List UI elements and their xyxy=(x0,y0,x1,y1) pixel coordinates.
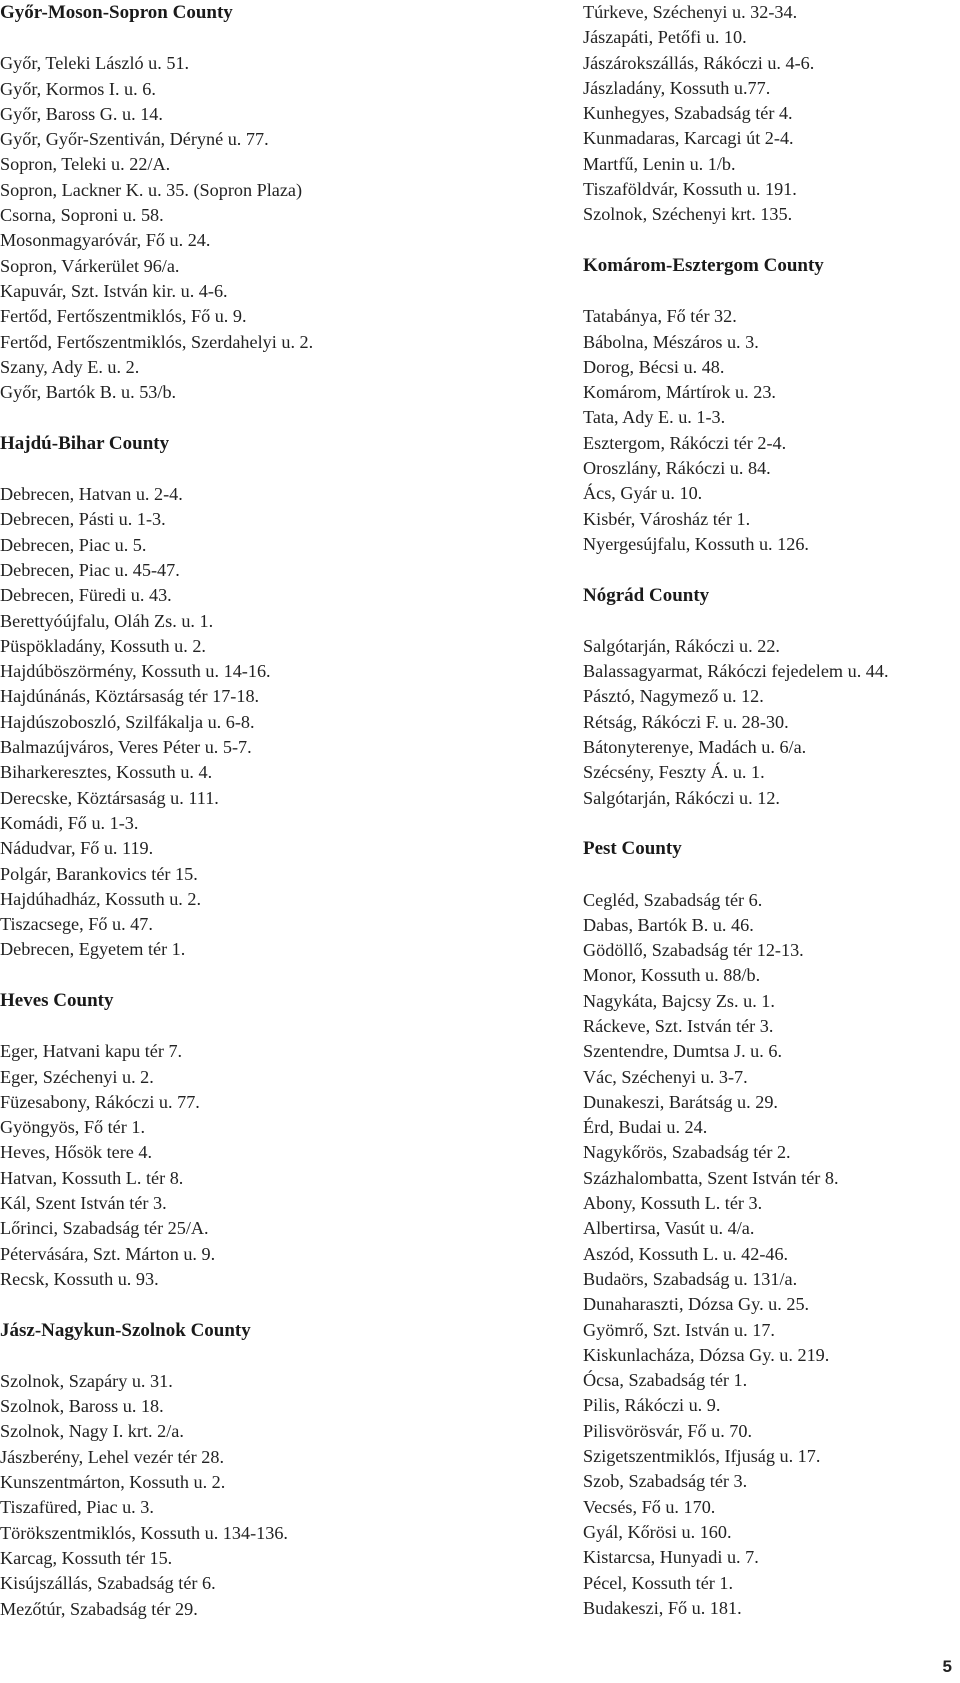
address-entry: Püspökladány, Kossuth u. 2. xyxy=(0,635,206,656)
section-heading: Nógrád County xyxy=(583,584,710,606)
address-list xyxy=(0,51,575,405)
address-entry: Budakeszi, Fő u. 181. xyxy=(583,1597,742,1618)
address-entry: Törökszentmiklós, Kossuth u. 134-136. xyxy=(0,1522,288,1543)
address-list xyxy=(0,1369,575,1622)
address-entry: Bábolna, Mészáros u. 3. xyxy=(583,331,759,352)
address-entry: Nyergesújfalu, Kossuth u. 126. xyxy=(583,533,809,554)
address-entry: Biharkeresztes, Kossuth u. 4. xyxy=(0,762,213,783)
address-entry: Szany, Ady E. u. 2. xyxy=(0,356,140,377)
address-entry: Jászberény, Lehel vezér tér 28. xyxy=(0,1446,225,1467)
address-entry: Mosonmagyaróvár, Fő u. 24. xyxy=(0,230,211,251)
address-entry: Dunaharaszti, Dózsa Gy. u. 25. xyxy=(583,1294,810,1315)
address-entry: Vecsés, Fő u. 170. xyxy=(583,1496,716,1517)
address-entry: Gyöngyös, Fő tér 1. xyxy=(0,1117,145,1138)
address-entry: Debrecen, Füredi u. 43. xyxy=(0,585,172,606)
address-entry: Jászapáti, Petőfi u. 10. xyxy=(583,27,747,48)
address-list xyxy=(0,482,575,963)
address-entry: Kiskunlacháza, Dózsa Gy. u. 219. xyxy=(583,1344,830,1365)
address-entry: Nagykőrös, Szabadság tér 2. xyxy=(583,1142,791,1163)
address-entry: Jászárokszállás, Rákóczi u. 4-6. xyxy=(583,52,815,73)
address-entry: Hajdúszoboszló, Szilfákalja u. 6-8. xyxy=(0,711,255,732)
address-entry: Derecske, Köztársaság u. 111. xyxy=(0,787,219,808)
address-entry: Gyömrő, Szt. István u. 17. xyxy=(583,1319,775,1340)
section-heading: Pest County xyxy=(583,838,682,860)
address-entry: Debrecen, Piac u. 45-47. xyxy=(0,559,180,580)
address-entry: Pásztó, Nagymező u. 12. xyxy=(583,686,764,707)
address-entry: Győr, Kormos I. u. 6. xyxy=(0,78,156,99)
address-entry: Hatvan, Kossuth L. tér 8. xyxy=(0,1167,184,1188)
section-heading: Komárom-Esztergom County xyxy=(583,254,824,276)
address-entry: Berettyóújfalu, Oláh Zs. u. 1. xyxy=(0,610,214,631)
address-entry: Balmazújváros, Veres Péter u. 5-7. xyxy=(0,737,252,758)
address-entry: Szolnok, Széchenyi krt. 135. xyxy=(583,204,793,225)
section-hajdu-bihar xyxy=(0,431,575,963)
address-entry: Eger, Széchenyi u. 2. xyxy=(0,1066,154,1087)
address-entry: Karcag, Kossuth tér 15. xyxy=(0,1547,173,1568)
address-entry: Pilis, Rákóczi u. 9. xyxy=(583,1395,721,1416)
address-entry: Kunmadaras, Karcagi út 2-4. xyxy=(583,128,794,149)
section-jasz-nagykun-szolnok xyxy=(0,1318,575,1622)
address-entry: Debrecen, Hatvan u. 2-4. xyxy=(0,484,183,505)
address-entry: Cegléd, Szabadság tér 6. xyxy=(583,889,763,910)
address-entry: Csorna, Soproni u. 58. xyxy=(0,205,164,226)
address-entry: Dabas, Bartók B. u. 46. xyxy=(583,914,754,935)
address-entry: Debrecen, Egyetem tér 1. xyxy=(0,939,186,960)
address-entry: Győr, Teleki László u. 51. xyxy=(0,53,190,74)
address-entry: Bátonyterenye, Madách u. 6/a. xyxy=(583,737,807,758)
address-entry: Sopron, Várkerület 96/a. xyxy=(0,255,180,276)
address-entry: Albertirsa, Vasút u. 4/a. xyxy=(583,1218,755,1239)
address-entry: Monor, Kossuth u. 88/b. xyxy=(583,965,761,986)
address-entry: Kisbér, Városház tér 1. xyxy=(583,508,751,529)
address-entry: Pécel, Kossuth tér 1. xyxy=(583,1572,734,1593)
address-entry: Szolnok, Baross u. 18. xyxy=(0,1396,164,1417)
address-entry: Oroszlány, Rákóczi u. 84. xyxy=(583,458,771,479)
address-entry: Pétervására, Szt. Márton u. 9. xyxy=(0,1243,216,1264)
address-entry: Tata, Ady E. u. 1-3. xyxy=(583,407,726,428)
address-entry: Jászladány, Kossuth u.77. xyxy=(583,77,771,98)
section-pest xyxy=(583,836,960,1621)
section-komarom-esztergom xyxy=(583,253,960,557)
address-list xyxy=(583,304,960,557)
address-entry: Tiszafüred, Piac u. 3. xyxy=(0,1497,154,1518)
address-entry: Gödöllő, Szabadság tér 12-13. xyxy=(583,940,804,961)
address-entry: Kunszentmárton, Kossuth u. 2. xyxy=(0,1472,226,1493)
address-entry: Lőrinci, Szabadság tér 25/A. xyxy=(0,1218,209,1239)
section-heading: Hajdú-Bihar County xyxy=(0,432,170,454)
page-number: 5 xyxy=(942,1657,952,1676)
address-entry: Rétság, Rákóczi F. u. 28-30. xyxy=(583,711,789,732)
address-entry: Kál, Szent István tér 3. xyxy=(0,1193,167,1214)
section-heading: Heves County xyxy=(0,989,114,1011)
address-entry: Szolnok, Szapáry u. 31. xyxy=(0,1370,173,1391)
address-entry: Győr, Baross G. u. 14. xyxy=(0,103,163,124)
section-heading: Győr-Moson-Sopron County xyxy=(0,2,233,23)
address-entry: Sopron, Teleki u. 22/A. xyxy=(0,154,171,175)
address-entry: Eger, Hatvani kapu tér 7. xyxy=(0,1041,183,1062)
address-entry: Dorog, Bécsi u. 48. xyxy=(583,356,725,377)
address-entry: Tiszacsege, Fő u. 47. xyxy=(0,914,153,935)
address-entry: Győr, Bartók B. u. 53/b. xyxy=(0,382,177,403)
right-column xyxy=(583,0,960,1621)
address-entry: Érd, Budai u. 24. xyxy=(583,1117,708,1138)
section-heves xyxy=(0,988,575,1292)
address-entry: Budaörs, Szabadság u. 131/a. xyxy=(583,1268,798,1289)
address-entry: Kunhegyes, Szabadság tér 4. xyxy=(583,103,793,124)
address-entry: Aszód, Kossuth L. u. 42-46. xyxy=(583,1243,789,1264)
address-list xyxy=(583,0,960,228)
address-entry: Heves, Hősök tere 4. xyxy=(0,1142,153,1163)
address-entry: Füzesabony, Rákóczi u. 77. xyxy=(0,1091,200,1112)
address-entry: Salgótarján, Rákóczi u. 22. xyxy=(583,635,780,656)
address-entry: Balassagyarmat, Rákóczi fejedelem u. 44. xyxy=(583,661,889,682)
address-entry: Nagykáta, Bajcsy Zs. u. 1. xyxy=(583,990,775,1011)
address-entry: Debrecen, Piac u. 5. xyxy=(0,534,147,555)
section-nograd xyxy=(583,583,960,811)
address-entry: Sopron, Lackner K. u. 35. (Sopron Plaza) xyxy=(0,179,303,200)
address-entry: Dunakeszi, Barátság u. 29. xyxy=(583,1091,778,1112)
address-entry: Hajdúnánás, Köztársaság tér 17-18. xyxy=(0,686,260,707)
address-entry: Recsk, Kossuth u. 93. xyxy=(0,1268,159,1289)
address-entry: Hajdúböszörmény, Kossuth u. 14-16. xyxy=(0,661,271,682)
address-entry: Gyál, Kőrösi u. 160. xyxy=(583,1521,732,1542)
address-entry: Fertőd, Fertőszentmiklós, Szerdahelyi u. 2. xyxy=(0,331,314,352)
address-entry: Ráckeve, Szt. István tér 3. xyxy=(583,1015,774,1036)
address-entry: Szigetszentmiklós, Ifjuság u. 17. xyxy=(583,1446,821,1467)
address-entry: Százhalombatta, Szent István tér 8. xyxy=(583,1167,839,1188)
address-entry: Nádudvar, Fő u. 119. xyxy=(0,838,154,859)
address-entry: Szolnok, Nagy I. krt. 2/a. xyxy=(0,1421,184,1442)
address-entry: Mezőtúr, Szabadság tér 29. xyxy=(0,1598,198,1619)
address-entry: Kapuvár, Szt. István kir. u. 4-6. xyxy=(0,280,228,301)
address-entry: Hajdúhadház, Kossuth u. 2. xyxy=(0,888,202,909)
section-gyor-moson-sopron xyxy=(0,0,575,405)
address-entry: Fertőd, Fertőszentmiklós, Fő u. 9. xyxy=(0,306,247,327)
section-jasz-continued xyxy=(583,0,960,228)
address-entry: Abony, Kossuth L. tér 3. xyxy=(583,1193,763,1214)
address-entry: Debrecen, Pásti u. 1-3. xyxy=(0,509,166,530)
address-entry: Tiszaföldvár, Kossuth u. 191. xyxy=(583,179,797,200)
address-list xyxy=(583,634,960,811)
address-entry: Győr, Győr-Szentiván, Déryné u. 77. xyxy=(0,129,269,150)
address-entry: Pilisvörösvár, Fő u. 70. xyxy=(583,1420,753,1441)
address-entry: Szob, Szabadság tér 3. xyxy=(583,1471,748,1492)
address-entry: Vác, Széchenyi u. 3-7. xyxy=(583,1066,748,1087)
address-entry: Martfű, Lenin u. 1/b. xyxy=(583,153,736,174)
address-entry: Esztergom, Rákóczi tér 2-4. xyxy=(583,432,787,453)
address-entry: Salgótarján, Rákóczi u. 12. xyxy=(583,787,780,808)
address-list xyxy=(0,1039,575,1292)
address-entry: Túrkeve, Széchenyi u. 32-34. xyxy=(583,2,798,22)
address-entry: Ács, Gyár u. 10. xyxy=(583,483,703,504)
address-entry: Szentendre, Dumtsa J. u. 6. xyxy=(583,1041,783,1062)
address-entry: Kisújszállás, Szabadság tér 6. xyxy=(0,1573,216,1594)
address-list xyxy=(583,888,960,1622)
address-entry: Polgár, Barankovics tér 15. xyxy=(0,863,198,884)
address-entry: Tatabánya, Fő tér 32. xyxy=(583,306,737,327)
address-entry: Ócsa, Szabadság tér 1. xyxy=(583,1370,748,1391)
address-entry: Kistarcsa, Hunyadi u. 7. xyxy=(583,1547,759,1568)
address-entry: Komárom, Mártírok u. 23. xyxy=(583,382,776,403)
section-heading: Jász-Nagykun-Szolnok County xyxy=(0,1319,251,1341)
address-entry: Komádi, Fő u. 1-3. xyxy=(0,812,139,833)
address-entry: Szécsény, Feszty Á. u. 1. xyxy=(583,762,765,783)
